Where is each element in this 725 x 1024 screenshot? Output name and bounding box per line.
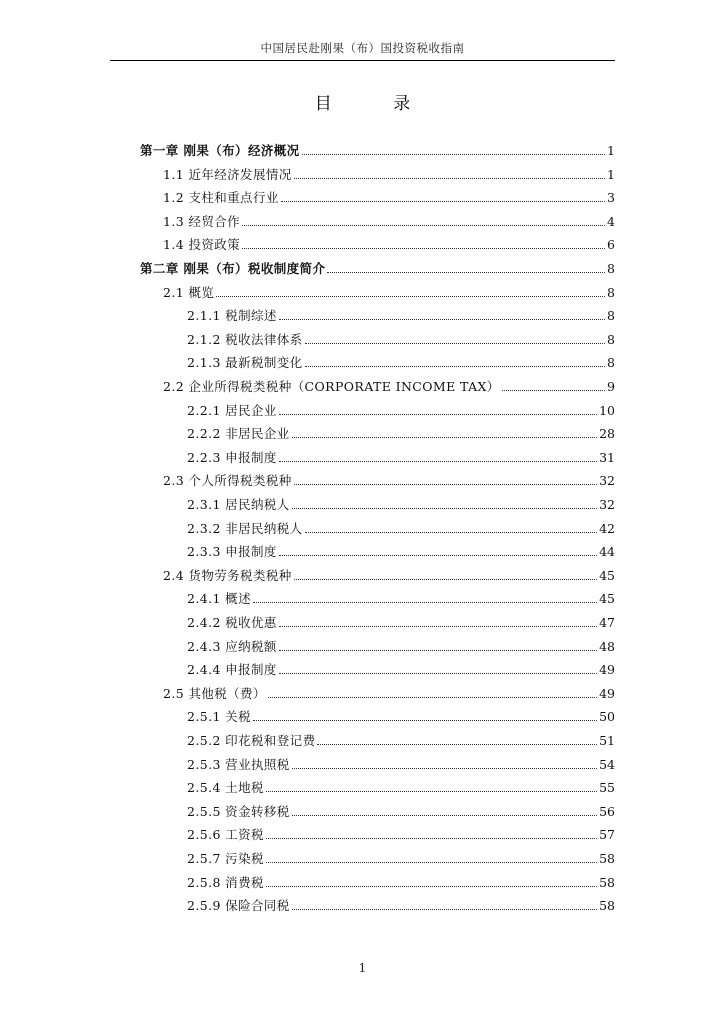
toc-chapter-entry[interactable]	[140, 140, 615, 158]
toc-entry-page-number: 58	[599, 851, 615, 866]
toc-entry-page-number: 9	[607, 379, 615, 394]
toc-dot-leader	[266, 886, 597, 887]
toc-entry-page-number: 58	[599, 875, 615, 890]
toc-dot-leader	[253, 602, 597, 603]
toc-entry-label: 2.2.3 申报制度	[187, 450, 277, 465]
toc-entry-page-number: 42	[599, 521, 615, 536]
page-number: 1	[358, 961, 367, 975]
toc-entry-label: 第二章 刚果（布）税收制度简介	[140, 261, 326, 276]
toc-entry-label: 2.2.1 居民企业	[187, 403, 277, 418]
toc-entry[interactable]	[187, 706, 615, 724]
toc-entry-label: 2.3.1 居民纳税人	[187, 497, 290, 512]
toc-dot-leader	[266, 838, 597, 839]
toc-entry-page-number: 47	[599, 615, 615, 630]
toc-dot-leader	[305, 366, 605, 367]
toc-entry-page-number: 48	[599, 639, 615, 654]
toc-entry-page-number: 57	[599, 827, 615, 842]
toc-entry-label: 2.5.7 污染税	[187, 851, 264, 866]
toc-entry-label: 2.1.3 最新税制变化	[187, 355, 303, 370]
toc-entry-page-number: 8	[607, 355, 615, 370]
toc-entry-page-number: 58	[599, 898, 615, 913]
toc-entry[interactable]	[187, 612, 615, 630]
toc-entry[interactable]	[187, 777, 615, 795]
toc-dot-leader	[253, 720, 597, 721]
toc-dot-leader	[305, 343, 605, 344]
toc-entry[interactable]	[163, 470, 615, 488]
toc-dot-leader	[292, 437, 597, 438]
toc-dot-leader	[279, 673, 597, 674]
toc-dot-leader	[266, 791, 597, 792]
toc-entry-page-number: 6	[607, 237, 615, 252]
toc-entry[interactable]	[187, 400, 615, 418]
toc-entry[interactable]	[187, 329, 615, 347]
toc-entry-page-number: 3	[607, 190, 615, 205]
toc-dot-leader	[268, 697, 597, 698]
toc-entry[interactable]	[187, 447, 615, 465]
toc-entry-label: 2.4.3 应纳税额	[187, 639, 277, 654]
toc-dot-leader	[292, 815, 597, 816]
toc-title: 目 录	[314, 94, 439, 114]
toc-entry-page-number: 31	[599, 450, 615, 465]
toc-entry-page-number: 32	[599, 473, 615, 488]
toc-entry-page-number: 4	[607, 214, 615, 229]
toc-entry-label: 2.2 企业所得税类税种（CORPORATE INCOME TAX）	[163, 379, 500, 394]
toc-entry[interactable]	[163, 376, 615, 394]
toc-dot-leader	[279, 461, 597, 462]
toc-dot-leader	[327, 272, 605, 273]
toc-entry-label: 2.5.2 印花税和登记费	[187, 733, 316, 748]
toc-entry-label: 2.5.5 资金转移税	[187, 804, 290, 819]
toc-entry-page-number: 50	[599, 709, 615, 724]
toc-entry-label: 2.4.4 申报制度	[187, 662, 277, 677]
toc-entry-label: 2.4.2 税收优惠	[187, 615, 277, 630]
toc-entry-label: 2.5.3 营业执照税	[187, 757, 290, 772]
toc-entry-label: 2.5 其他税（费）	[163, 686, 266, 701]
toc-dot-leader	[294, 579, 597, 580]
toc-entry-page-number: 8	[607, 332, 615, 347]
toc-entry-page-number: 51	[599, 733, 615, 748]
toc-entry-page-number: 32	[599, 497, 615, 512]
toc-dot-leader	[216, 296, 605, 297]
page-header: 中国居民赴刚果（布）国投资税收指南	[260, 41, 465, 55]
toc-entry[interactable]	[187, 659, 615, 677]
toc-entry-label: 2.1.2 税收法律体系	[187, 332, 303, 347]
toc-entry[interactable]	[163, 187, 615, 205]
toc-dot-leader	[279, 626, 597, 627]
toc-entry-label: 2.1 概览	[163, 285, 215, 300]
toc-dot-leader	[266, 862, 597, 863]
toc-entry-page-number: 1	[607, 143, 615, 158]
toc-entry-page-number: 45	[599, 591, 615, 606]
toc-entry[interactable]	[187, 541, 615, 559]
toc-entry[interactable]	[187, 895, 615, 913]
toc-entry-label: 2.3.2 非居民纳税人	[187, 521, 303, 536]
toc-entry[interactable]	[163, 211, 615, 229]
toc-entry[interactable]	[187, 352, 615, 370]
toc-entry-label: 2.5.1 关税	[187, 709, 251, 724]
toc-dot-leader	[305, 532, 598, 533]
toc-entry[interactable]	[163, 282, 615, 300]
toc-dot-leader	[292, 768, 597, 769]
toc-dot-leader	[294, 178, 605, 179]
toc-entry[interactable]	[187, 872, 615, 890]
toc-entry[interactable]	[187, 518, 615, 536]
toc-dot-leader	[279, 555, 597, 556]
toc-entry-label: 2.2.2 非居民企业	[187, 426, 290, 441]
toc-entry-label: 2.3 个人所得税类税种	[163, 473, 292, 488]
toc-entry-label: 2.5.9 保险合同税	[187, 898, 290, 913]
toc-entry-label: 2.5.8 消费税	[187, 875, 264, 890]
toc-entry[interactable]	[187, 588, 615, 606]
toc-entry[interactable]	[187, 636, 615, 654]
toc-entry-page-number: 45	[599, 568, 615, 583]
header-rule	[110, 60, 615, 61]
toc-entry[interactable]	[163, 234, 615, 252]
toc-dot-leader	[292, 909, 597, 910]
toc-entry[interactable]	[187, 848, 615, 866]
toc-entry-page-number: 28	[599, 426, 615, 441]
toc-dot-leader	[281, 201, 605, 202]
toc-entry-page-number: 55	[599, 780, 615, 795]
toc-entry-page-number: 56	[599, 804, 615, 819]
toc-dot-leader	[279, 319, 605, 320]
toc-entry-page-number: 8	[607, 285, 615, 300]
toc-dot-leader	[317, 744, 597, 745]
toc-entry-label: 1.3 经贸合作	[163, 214, 241, 229]
toc-entry-label: 2.1.1 税制综述	[187, 308, 277, 323]
toc-dot-leader	[292, 508, 597, 509]
toc-entry-page-number: 1	[607, 167, 615, 182]
toc-entry-label: 1.2 支柱和重点行业	[163, 190, 279, 205]
toc-entry[interactable]	[187, 801, 615, 819]
toc-entry-page-number: 54	[599, 757, 615, 772]
toc-entry-label: 2.4.1 概述	[187, 591, 251, 606]
toc-entry-label: 1.4 投资政策	[163, 237, 241, 252]
toc-entry[interactable]	[163, 683, 615, 701]
toc-entry-page-number: 49	[599, 662, 615, 677]
toc-entry[interactable]	[187, 494, 615, 512]
toc-entry-label: 1.1 近年经济发展情况	[163, 167, 292, 182]
toc-entry-label: 第一章 刚果（布）经济概况	[140, 143, 300, 158]
toc-dot-leader	[294, 484, 597, 485]
toc-chapter-entry[interactable]	[140, 258, 615, 276]
toc-entry[interactable]	[187, 423, 615, 441]
toc-entry-page-number: 8	[607, 308, 615, 323]
toc-dot-leader	[279, 650, 597, 651]
toc-dot-leader	[302, 154, 605, 155]
toc-entry-label: 2.5.6 工资税	[187, 827, 264, 842]
toc-entry-page-number: 8	[607, 261, 615, 276]
toc-entry-page-number: 44	[599, 544, 615, 559]
toc-entry[interactable]	[187, 305, 615, 323]
toc-entry-label: 2.3.3 申报制度	[187, 544, 277, 559]
toc-entry[interactable]	[187, 730, 615, 748]
toc-dot-leader	[242, 248, 605, 249]
toc-entry-label: 2.4 货物劳务税类税种	[163, 568, 292, 583]
toc-entry[interactable]	[163, 565, 615, 583]
toc-dot-leader	[502, 390, 605, 391]
toc-entry[interactable]	[163, 164, 615, 182]
toc-dot-leader	[279, 414, 597, 415]
toc-dot-leader	[242, 225, 605, 226]
toc-entry[interactable]	[187, 754, 615, 772]
toc-entry[interactable]	[187, 824, 615, 842]
toc-entry-page-number: 49	[599, 686, 615, 701]
toc-entry-page-number: 10	[599, 403, 615, 418]
toc-entry-label: 2.5.4 土地税	[187, 780, 264, 795]
